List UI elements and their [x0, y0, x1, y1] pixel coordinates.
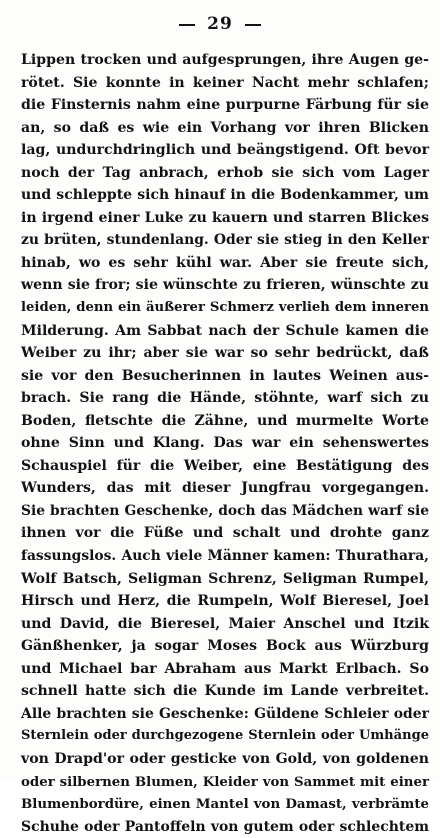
text-line: die Finsternis nahm eine purpurne Färbung für sie	[21, 97, 429, 114]
text-line: sie vor den Besucherinnen in lautes Weinen aus-	[21, 367, 429, 384]
text-line: Blumenbordüre, einen Mantel von Damast, verbrämte	[21, 796, 429, 813]
text-line: Wunders, das mit dieser Jungfrau vorgegangen.	[21, 480, 429, 497]
text-line: Gänßhenker, ja sogar Moses Bock aus Würzburg	[21, 638, 429, 655]
body-text	[21, 49, 429, 838]
page-header	[0, 14, 440, 34]
text-line: fassungslos. Auch viele Männer kamen: Thurathara,	[21, 548, 429, 565]
page-number: 29	[207, 14, 233, 34]
text-line: Sternlein oder durchgezogene Sternlein oder Umhänge	[21, 728, 429, 744]
text-line: an, so daß es wie ein Vorhang vor ihren Blicken	[21, 119, 429, 136]
text-line: lag, undurchdringlich und beängstigend. Oft bevor	[21, 142, 429, 159]
text-line: in irgend einer Luke zu kauern und starren Blickes	[21, 209, 429, 226]
text-line: Sie brachten Geschenke, doch das Mädchen warf sie	[21, 502, 429, 519]
header-dash-right	[245, 24, 261, 26]
text-line: Schuhe oder Pantoffeln von gutem oder schlechtem	[21, 818, 429, 835]
text-line: noch der Tag anbrach, erhob sie sich vom Lager	[21, 164, 429, 181]
text-line: Weiber zu ihr; aber sie war so sehr bedrückt, daß	[21, 345, 429, 362]
text-line: ohne Sinn und Klang. Das war ein sehenswertes	[21, 435, 429, 452]
text-line: oder silbernen Blumen, Kleider von Sammet mit einer	[21, 773, 429, 790]
text-line: Schauspiel für die Weiber, eine Bestätigung des	[21, 457, 429, 474]
text-line: leiden, denn ein äußerer Schmerz verlieh dem inneren	[21, 300, 429, 316]
text-line: und Michael bar Abraham aus Markt Erlbach. So	[21, 660, 429, 677]
text-line: zu brüten, stundenlang. Oder sie stieg in den Keller	[21, 232, 429, 249]
text-line: Hirsch und Herz, die Rumpeln, Wolf Bieresel, Joel	[21, 593, 429, 610]
text-line: brach. Sie rang die Hände, stöhnte, warf sich zu	[21, 390, 429, 407]
text-line: rötet. Sie konnte in keiner Nacht mehr schlafen;	[21, 74, 429, 91]
text-line: Lippen trocken und aufgesprungen, ihre Augen ge-	[21, 52, 429, 68]
text-line: Alle brachten sie Geschenke: Güldene Schleier oder	[21, 705, 429, 722]
text-line: Wolf Batsch, Seligman Schrenz, Seligman Rumpel,	[21, 570, 429, 587]
text-line: schnell hatte sich die Kunde im Lande verbreitet.	[21, 683, 429, 700]
text-line: Boden, fletschte die Zähne, und murmelte Worte	[21, 412, 429, 429]
text-line: Milderung. Am Sabbat nach der Schule kamen die	[21, 322, 429, 339]
text-line: und schleppte sich hinauf in die Bodenkammer, um	[21, 187, 429, 204]
text-line: von Drapd'or oder gesticke von Gold, von goldenen	[21, 750, 429, 767]
text-line: wenn sie fror; sie wünschte zu frieren, wünschte zu	[21, 277, 429, 294]
header-dash-left	[179, 24, 195, 26]
text-line: ihnen vor die Füße und schalt und drohte ganz	[21, 525, 429, 542]
text-line: und David, die Bieresel, Maier Anschel und Itzik	[21, 615, 429, 632]
text-line: hinab, wo es sehr kühl war. Aber sie freute sich,	[21, 254, 429, 271]
